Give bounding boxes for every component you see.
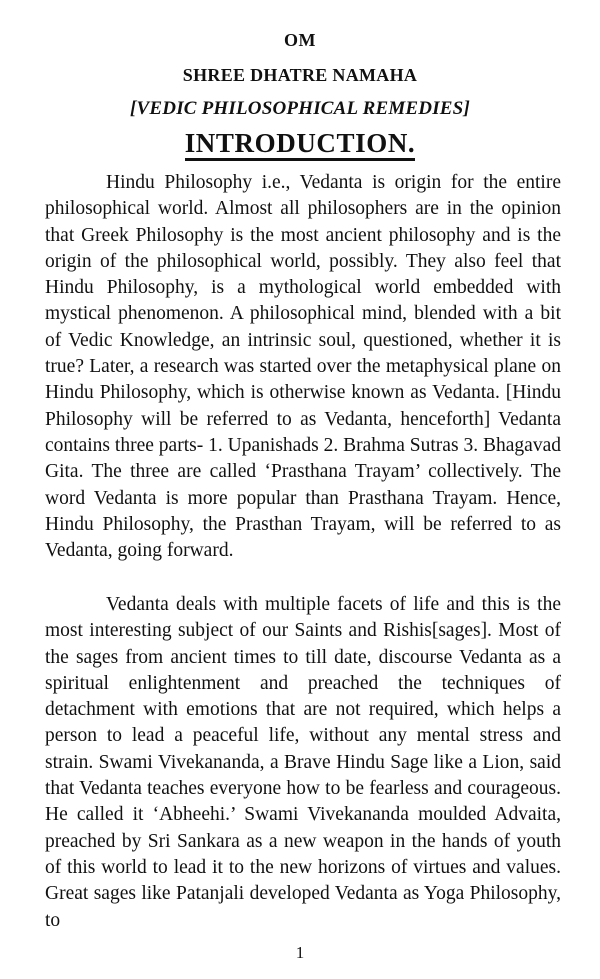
chapter-title-wrapper — [0, 128, 600, 159]
om-heading: OM — [284, 30, 316, 50]
chapter-title: INTRODUCTION. — [185, 128, 416, 161]
page-number: 1 — [295, 943, 305, 962]
invocation-heading: SHREE DHATRE NAMAHA — [182, 65, 418, 85]
book-subtitle: [VEDIC PHILOSOPHICAL REMEDIES] — [130, 98, 470, 119]
paragraph-1: Hindu Philosophy i.e., Vedanta is origin for the entire philosophical world. Almost all philosophers are in the opinion that Greek Philosophy is the most ancient philosophy and is the origin of the philosophical world, possibly. They also feel that Hindu Philosophy, is a mythological world embedded with mystical phenomenon. A philosophical mind, blended with a bit of Vedic Knowledge, an intrinsic soul, questioned, whether it is true? Later, a research was started over the metaphysical plane on Hindu Philosophy, which is otherwise known as Vedanta. [Hindu Philosophy will be referred to as Vedanta, henceforth] Vedanta contains three parts- 1. Upanishads 2. Brahma Sutras 3. Bhagavad Gita. The three are called ‘Prasthana Trayam’ collectively. The word Vedanta is more popular than Prasthana Trayam. Hence, Hindu Philosophy, the Prasthan Trayam, will be referred to as Vedanta, going forward. — [45, 172, 561, 562]
paragraph-2: Vedanta deals with multiple facets of life and this is the most interesting subject of our Saints and Rishis[sages]. Most of the sages from ancient times to till date, discourse Vedanta as a spiritual enlightenment and preached the techniques of detachment with emotions that are not required, which helps a person to lead a peaceful life, without any mental stress and strain. Swami Vivekananda, a Brave Hindu Sage like a Lion, said that Vedanta teaches everyone how to be fearless and courageous. He called it ‘Abheehi.’ Swami Vivekananda moulded Advaita, preached by Sri Sankara as a new weapon in the hands of youth of this world to lead it to the new horizons of virtues and values. Great sages like Patanjali developed Vedanta as Yoga Philosophy, to — [45, 594, 561, 931]
